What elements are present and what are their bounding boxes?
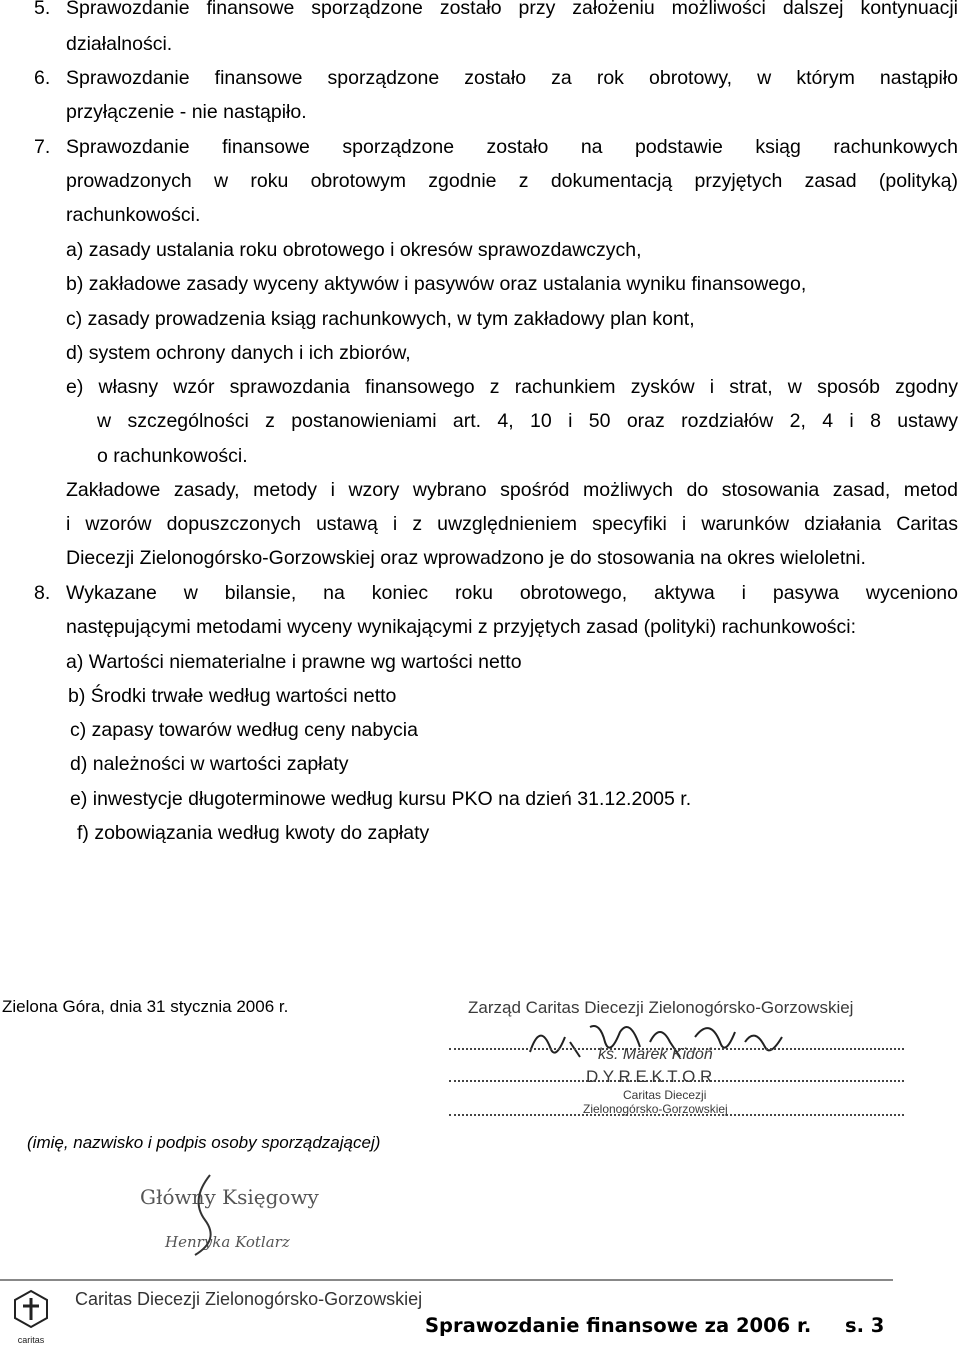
stamp-org-2: Zielonogórsko-Gorzowskiej: [583, 1102, 728, 1116]
caritas-logo-icon: [10, 1288, 52, 1330]
item-7-paragraph-line-3: Diecezji Zielonogórsko-Gorzowskiej oraz wprowadzono je do stosowania na okres wieloletni.: [66, 547, 866, 569]
item-8-sub-a: a) Wartości niematerialne i prawne wg wartości netto: [66, 651, 522, 673]
item-8-sub-d: d) należności w wartości zapłaty: [70, 753, 349, 775]
item-7-sub-e-line-3: o rachunkowości.: [97, 445, 248, 467]
stamp-name: ks. Marek Kidoń: [598, 1046, 713, 1063]
item-7-sub-e-line-1: e) własny wzór sprawozdania finansowego z rachunkiem zysków i strat, w sposób zgodny: [66, 376, 958, 398]
accountant-name: Henryka Kotlarz: [165, 1233, 290, 1251]
item-8-number: 8.: [34, 582, 51, 604]
item-8-line-2: następującymi metodami wyceny wynikającymi z przyjętych zasad (polityki) rachunkowości:: [66, 616, 857, 638]
item-7-number: 7.: [34, 136, 51, 158]
stamp-org-1: Caritas Diecezji: [623, 1088, 707, 1102]
item-6-line-2: przyłączenie - nie nastąpiło.: [66, 101, 307, 123]
footer-divider: [0, 1279, 893, 1281]
item-7-sub-b: b) zakładowe zasady wyceny aktywów i pasywów oraz ustalania wyniku finansowego,: [66, 273, 807, 295]
item-7-sub-a: a) zasady ustalania roku obrotowego i okresów sprawozdawczych,: [66, 239, 642, 261]
accountant-signature: [170, 1170, 240, 1260]
place-date: Zielona Góra, dnia 31 stycznia 2006 r.: [2, 997, 289, 1016]
item-8-line-1: Wykazane w bilansie, na koniec roku obrotowego, aktywa i pasywa wyceniono: [66, 582, 958, 604]
item-8-sub-e: e) inwestycje długoterminowe według kursu PKO na dzień 31.12.2005 r.: [70, 788, 692, 810]
item-7-sub-e-line-2: w szczególności z postanowieniami art. 4, 10 i 50 oraz rozdziałów 2, 4 i 8 ustawy: [97, 410, 958, 432]
item-7-sub-c: c) zasady prowadzenia ksiąg rachunkowych, w tym zakładowy plan kont,: [66, 308, 695, 330]
item-8-sub-c: c) zapasy towarów według ceny nabycia: [70, 719, 418, 741]
preparer-caption: (imię, nazwisko i podpis osoby sporządzającej): [27, 1133, 381, 1152]
caritas-logo: [10, 1288, 52, 1345]
item-7-sub-d: d) system ochrony danych i ich zbiorów,: [66, 342, 411, 364]
item-7-paragraph-line-2: i wzorów dopuszczonych ustawą i z uwzględnieniem specyfiki i warunków działania Caritas: [66, 513, 958, 535]
item-8-sub-f: f) zobowiązania według kwoty do zapłaty: [77, 822, 430, 844]
item-6-number: 6.: [34, 67, 51, 89]
footer-organization: Caritas Diecezji Zielonogórsko-Gorzowskiej: [75, 1289, 423, 1309]
item-7-line-2: prowadzonych w roku obrotowym zgodnie z dokumentacją przyjętych zasad (polityką): [66, 170, 958, 192]
item-7-paragraph-line-1: Zakładowe zasady, metody i wzory wybrano spośród możliwych do stosowania zasad, metod: [66, 479, 958, 501]
stamp-title: D Y R E K T O R: [586, 1067, 713, 1086]
caritas-logo-text: caritas: [17, 1335, 45, 1345]
page-number: s. 3: [845, 1314, 885, 1337]
item-7-line-3: rachunkowości.: [66, 204, 201, 226]
stamp-board: Zarząd Caritas Diecezji Zielonogórsko-Gorzowskiej: [468, 998, 854, 1017]
accountant-stamp: Główny Księgowy: [140, 1185, 319, 1209]
item-8-sub-b: b) Środki trwałe według wartości netto: [68, 685, 397, 707]
item-6-line-1: Sprawozdanie finansowe sporządzone zostało za rok obrotowy, w którym nastąpiło: [66, 67, 958, 89]
item-5-line-2: działalności.: [66, 33, 173, 55]
item-7-line-1: Sprawozdanie finansowe sporządzone zostało na podstawie ksiąg rachunkowych: [66, 136, 958, 158]
item-5-line-1: Sprawozdanie finansowe sporządzone zostało przy założeniu możliwości dalszej kontynuacji: [66, 0, 958, 19]
footer-title: Sprawozdanie finansowe za 2006 r.: [425, 1314, 812, 1337]
item-5-number: 5.: [34, 0, 51, 19]
